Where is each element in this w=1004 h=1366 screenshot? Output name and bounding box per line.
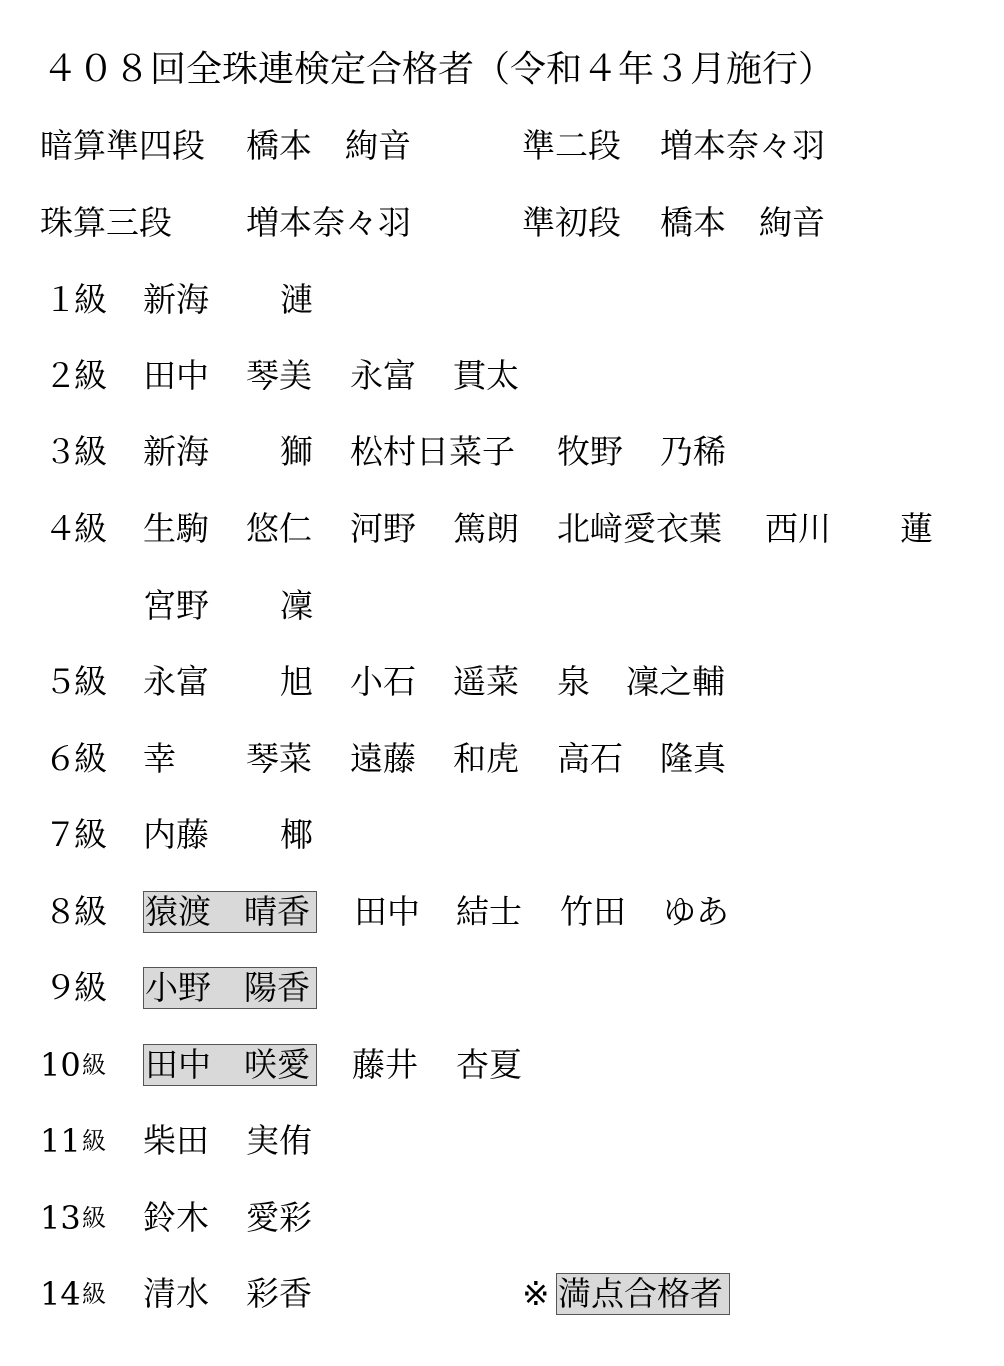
grade-kyu: 級 xyxy=(74,280,107,319)
given-name: 杏夏 xyxy=(456,1045,522,1084)
given-name: 凜 xyxy=(280,586,313,625)
given-name: 琴美 xyxy=(246,356,312,395)
given-name: 琴菜 xyxy=(246,739,312,778)
grade-number: ５ xyxy=(44,662,77,701)
given-name: 実侑 xyxy=(246,1121,312,1160)
grade-kyu: 級 xyxy=(74,356,107,395)
given-name: 結士 xyxy=(456,892,522,931)
grade-row-7 xyxy=(0,807,1004,863)
grade-number: 14 xyxy=(40,1275,81,1313)
grade-row-11 xyxy=(0,1113,1004,1169)
anzan-name-2: 増本奈々羽 xyxy=(660,126,825,165)
surname: 遠藤 xyxy=(350,739,416,778)
surname: 新海 xyxy=(143,280,209,319)
grade-row-2 xyxy=(0,348,1004,404)
grade-kyu: 級 xyxy=(74,509,107,548)
grade-kyu: 級 xyxy=(82,1280,106,1308)
grade-kyu: 級 xyxy=(74,662,107,701)
grade-number: ３ xyxy=(44,432,77,471)
given-name: 獅 xyxy=(280,432,313,471)
given-name: 彩香 xyxy=(246,1274,312,1313)
given-name: 遥菜 xyxy=(453,662,519,701)
surname: 清水 xyxy=(143,1274,209,1313)
grade-row-4-continued xyxy=(0,578,1004,634)
full-name: 松村日菜子 xyxy=(350,432,515,471)
grade-row-14 xyxy=(0,1266,1004,1322)
shuzan-name-2: 橋本 絢音 xyxy=(660,203,825,242)
grade-row-8 xyxy=(0,884,1004,940)
grade-row-9 xyxy=(0,960,1004,1016)
grade-number: ９ xyxy=(44,968,77,1007)
given-name: 隆真 xyxy=(660,739,726,778)
given-name: 篤朗 xyxy=(453,509,519,548)
grade-kyu: 級 xyxy=(82,1127,106,1155)
grade-number: ８ xyxy=(44,892,77,931)
given-name: 凜之輔 xyxy=(626,662,725,701)
surname: 鈴木 xyxy=(143,1198,209,1237)
grade-number: ７ xyxy=(44,815,77,854)
surname: 永富 xyxy=(143,662,209,701)
surname: 河野 xyxy=(350,509,416,548)
surname: 永富 xyxy=(350,356,416,395)
surname: 藤井 xyxy=(352,1045,418,1084)
grade-kyu: 級 xyxy=(74,815,107,854)
anzan-label: 暗算準四段 xyxy=(40,126,205,165)
surname: 小石 xyxy=(350,662,416,701)
surname: 生駒 xyxy=(143,509,209,548)
given-name: 貫太 xyxy=(453,356,519,395)
grade-kyu: 級 xyxy=(74,739,107,778)
grade-row-4 xyxy=(0,501,1004,557)
given-name: 和虎 xyxy=(453,739,519,778)
grade-kyu: 級 xyxy=(82,1051,106,1079)
given-name: ゆあ xyxy=(663,892,729,931)
given-name: 漣 xyxy=(280,280,313,319)
grade-kyu: 級 xyxy=(74,432,107,471)
surname: 田中 xyxy=(354,892,420,931)
grade-row-5 xyxy=(0,654,1004,710)
surname: 高石 xyxy=(557,739,623,778)
anzan-label-2: 準二段 xyxy=(522,126,621,165)
grade-kyu: 級 xyxy=(82,1204,106,1232)
given-name: 悠仁 xyxy=(246,509,312,548)
surname: 新海 xyxy=(143,432,209,471)
shuzan-name: 増本奈々羽 xyxy=(246,203,411,242)
grade-number: 13 xyxy=(40,1199,81,1237)
page-title: ４０８回全珠連検定合格者（令和４年３月施行） xyxy=(42,49,835,90)
full-name: 北﨑愛衣葉 xyxy=(557,509,722,548)
given-name: 椰 xyxy=(280,815,313,854)
shuzan-label: 珠算三段 xyxy=(40,203,172,242)
grade-number: ４ xyxy=(44,509,77,548)
highlighted-name: 田中 咲愛 xyxy=(145,1045,310,1084)
surname: 宮野 xyxy=(143,586,209,625)
grade-number: １ xyxy=(44,280,77,319)
surname: 泉 xyxy=(557,662,590,701)
grade-row-1 xyxy=(0,272,1004,328)
surname: 内藤 xyxy=(143,815,209,854)
surname: 牧野 xyxy=(557,432,623,471)
grade-number: ６ xyxy=(44,739,77,778)
surname: 田中 xyxy=(143,356,209,395)
given-name: 蓮 xyxy=(900,509,933,548)
note-mark: ※ xyxy=(522,1274,550,1313)
grade-kyu: 級 xyxy=(74,968,107,1007)
anzan-row xyxy=(0,118,1004,174)
surname: 竹田 xyxy=(560,892,626,931)
given-name: 乃稀 xyxy=(660,432,726,471)
surname: 柴田 xyxy=(143,1121,209,1160)
highlighted-name: 猿渡 晴香 xyxy=(145,892,310,931)
anzan-name: 橋本 絢音 xyxy=(246,126,411,165)
grade-row-6 xyxy=(0,731,1004,787)
shuzan-label-2: 準初段 xyxy=(522,203,621,242)
grade-kyu: 級 xyxy=(74,892,107,931)
given-name: 愛彩 xyxy=(246,1198,312,1237)
given-name: 旭 xyxy=(280,662,313,701)
surname: 西川 xyxy=(765,509,831,548)
grade-row-10 xyxy=(0,1037,1004,1093)
grade-number: 10 xyxy=(40,1046,81,1084)
surname: 幸 xyxy=(143,739,176,778)
grade-number: ２ xyxy=(44,356,77,395)
grade-row-13 xyxy=(0,1190,1004,1246)
shuzan-row xyxy=(0,195,1004,251)
grade-number: 11 xyxy=(40,1122,81,1160)
grade-row-3 xyxy=(0,424,1004,480)
note-label: 満点合格者 xyxy=(558,1274,723,1313)
highlighted-name: 小野 陽香 xyxy=(145,968,310,1007)
